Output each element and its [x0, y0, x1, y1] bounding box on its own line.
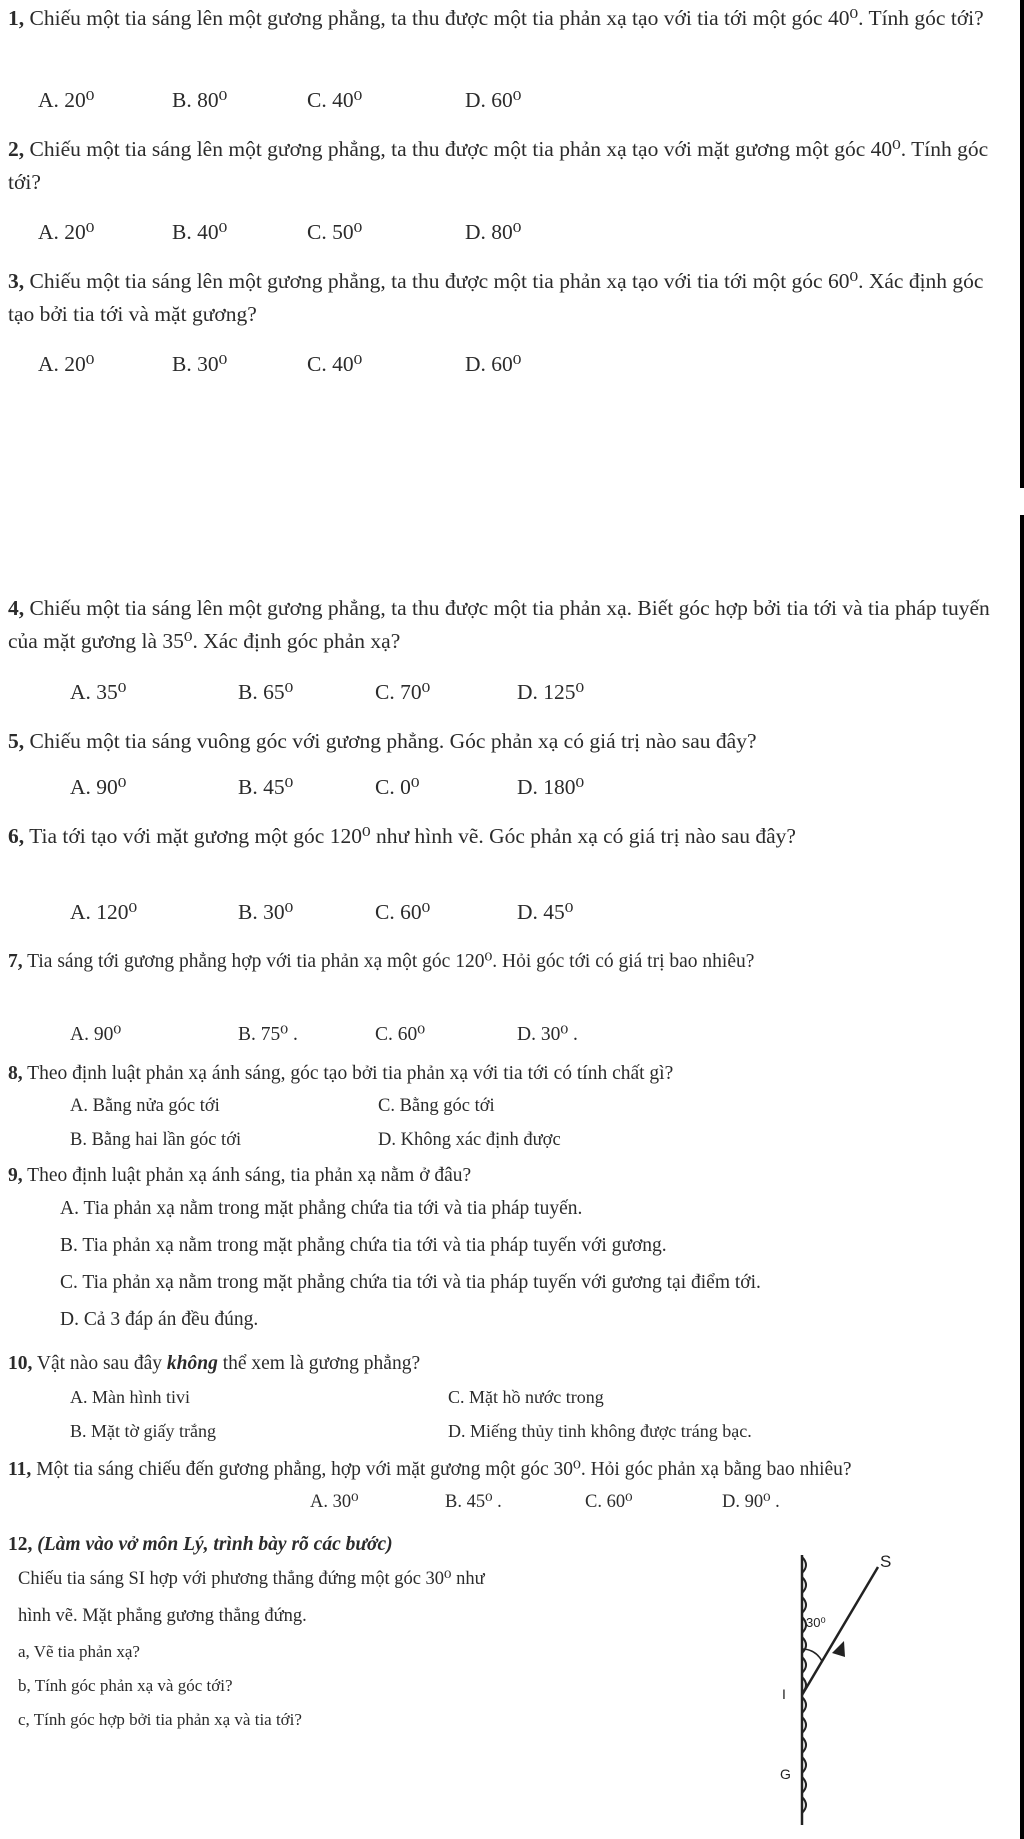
option-b: B. 45⁰: [238, 775, 294, 799]
label-i: I: [782, 1686, 786, 1702]
option-a: A. Màn hình tivi: [70, 1387, 190, 1407]
option-a: A. 20⁰: [38, 220, 95, 244]
option-d: D. Miếng thủy tinh không được tráng bạc.: [448, 1421, 752, 1441]
option-d: D. 60⁰: [465, 352, 522, 376]
question-text: Theo định luật phản xạ ánh sáng, tia phản xạ nằm ở đâu?: [27, 1165, 472, 1186]
sub-question-c: c, Tính góc hợp bởi tia phản xạ và tia tới?: [18, 1710, 302, 1729]
question-1: [8, 2, 1008, 35]
question-7: [8, 945, 1008, 978]
incident-ray: [802, 1567, 878, 1695]
option-a: A. 30⁰: [310, 1492, 359, 1512]
page-edge-bar-bottom: [1020, 515, 1024, 1839]
question-number: 3,: [8, 269, 25, 293]
angle-label: 30⁰: [806, 1615, 826, 1630]
option-d: D. Không xác định được: [378, 1130, 561, 1150]
option-b: B. 30⁰: [172, 352, 228, 376]
option-c: C. Mặt hồ nước trong: [448, 1387, 604, 1407]
question-text: Tia sáng tới gương phẳng hợp với tia phản xạ một góc 120⁰. Hỏi góc tới có giá trị bao nhiêu?: [27, 951, 755, 972]
option-a: A. Tia phản xạ nằm trong mặt phẳng chứa tia tới và tia pháp tuyến.: [60, 1198, 583, 1219]
option-b: B. Mặt tờ giấy trắng: [70, 1421, 216, 1441]
option-a: A. 20⁰: [38, 352, 95, 376]
question-number: 6,: [8, 824, 25, 848]
mirror-diagram: [760, 1545, 930, 1835]
option-b: B. 80⁰: [172, 88, 228, 112]
label-s: S: [880, 1552, 892, 1571]
option-c: C. 70⁰: [375, 680, 431, 704]
option-b: B. Tia phản xạ nằm trong mặt phẳng chứa tia tới và tia pháp tuyến với gương.: [60, 1235, 667, 1256]
question-8: [8, 1057, 1008, 1090]
question-text: Theo định luật phản xạ ánh sáng, góc tạo bởi tia phản xạ với tia tới có tính chất gì?: [27, 1063, 674, 1084]
question-number: 8,: [8, 1063, 23, 1084]
option-c: C. 0⁰: [375, 775, 420, 799]
option-c: C. 60⁰: [375, 900, 431, 924]
sub-question-a: a, Vẽ tia phản xạ?: [18, 1642, 140, 1661]
question-number: 5,: [8, 729, 25, 753]
question-text-end: thể xem là gương phẳng?: [222, 1353, 421, 1374]
question-6: [8, 820, 1008, 853]
question-text: Tia tới tạo với mặt gương một góc 120⁰ như hình vẽ. Góc phản xạ có giá trị nào sau đây?: [29, 824, 796, 848]
question-text: Chiếu một tia sáng lên một gương phẳng, ta thu được một tia phản xạ tạo với mặt gương một góc 40⁰. Tính góc tới?: [8, 137, 989, 194]
option-c: C. 60⁰: [585, 1492, 633, 1512]
label-g: G: [780, 1766, 791, 1782]
question-number: 12,: [8, 1534, 33, 1555]
question-4: [8, 592, 1008, 658]
option-b: B. 45⁰ .: [445, 1492, 502, 1512]
option-b: B. 65⁰: [238, 680, 294, 704]
option-a: A. 90⁰: [70, 1024, 122, 1045]
option-b: B. 30⁰: [238, 900, 294, 924]
option-d: D. 60⁰: [465, 88, 522, 112]
option-a: A. 35⁰: [70, 680, 127, 704]
option-a: A. Bằng nửa góc tới: [70, 1096, 220, 1116]
problem-line: Chiếu tia sáng SI hợp với phương thẳng đứng một góc 30⁰ như: [18, 1569, 485, 1589]
option-d: D. Cả 3 đáp án đều đúng.: [60, 1309, 259, 1330]
question-number: 11,: [8, 1459, 32, 1480]
option-c: C. 50⁰: [307, 220, 363, 244]
option-c: C. 40⁰: [307, 88, 363, 112]
emphasis-text: không: [166, 1353, 218, 1374]
option-d: D. 180⁰: [517, 775, 585, 799]
option-c: C. 40⁰: [307, 352, 363, 376]
question-text: Chiếu một tia sáng lên một gương phẳng, ta thu được một tia phản xạ tạo với tia tới một góc 60⁰. Xác định góc tạo bởi tia tới và mặt gương?: [8, 269, 984, 326]
question-9: [8, 1159, 1008, 1192]
question-text: Một tia sáng chiếu đến gương phẳng, hợp với mặt gương một góc 30⁰. Hỏi góc phản xạ bằng bao nhiêu?: [36, 1459, 852, 1480]
instruction-text: (Làm vào vở môn Lý, trình bày rõ các bước): [37, 1534, 393, 1555]
option-b: B. Bằng hai lần góc tới: [70, 1130, 242, 1150]
option-d: D. 90⁰ .: [722, 1492, 780, 1512]
question-11: [8, 1452, 868, 1488]
option-a: A. 20⁰: [38, 88, 95, 112]
option-b: B. 75⁰ .: [238, 1024, 298, 1045]
question-text: Chiếu một tia sáng lên một gương phẳng, ta thu được một tia phản xạ. Biết góc hợp bởi tia tới và tia pháp tuyến của mặt gương là 35⁰. Xác định góc phản xạ?: [8, 596, 990, 653]
option-d: D. 125⁰: [517, 680, 585, 704]
option-d: D. 30⁰ .: [517, 1024, 578, 1045]
option-d: D. 45⁰: [517, 900, 574, 924]
option-a: A. 90⁰: [70, 775, 127, 799]
option-a: A. 120⁰: [70, 900, 138, 924]
question-number: 2,: [8, 137, 25, 161]
question-number: 7,: [8, 951, 23, 972]
option-d: D. 80⁰: [465, 220, 522, 244]
sub-question-b: b, Tính góc phản xạ và góc tới?: [18, 1676, 233, 1695]
option-c: C. 60⁰: [375, 1024, 426, 1045]
page-edge-bar-top: [1020, 0, 1024, 488]
question-text: Vật nào sau đây: [36, 1353, 162, 1374]
problem-line: hình vẽ. Mặt phẳng gương thẳng đứng.: [18, 1606, 307, 1626]
question-3: [8, 265, 1008, 331]
question-5: [8, 725, 1008, 758]
question-text: Chiếu một tia sáng vuông góc với gương phẳng. Góc phản xạ có giá trị nào sau đây?: [29, 729, 757, 753]
option-c: C. Tia phản xạ nằm trong mặt phẳng chứa tia tới và tia pháp tuyến với gương tại điểm tới.: [60, 1272, 761, 1293]
question-2: [8, 133, 1008, 199]
question-number: 10,: [8, 1353, 33, 1374]
question-number: 1,: [8, 6, 25, 30]
question-10: [8, 1347, 1008, 1380]
question-number: 4,: [8, 596, 25, 620]
option-b: B. 40⁰: [172, 220, 228, 244]
question-number: 9,: [8, 1165, 23, 1186]
question-text: Chiếu một tia sáng lên một gương phẳng, ta thu được một tia phản xạ tạo với tia tới một góc 40⁰. Tính góc tới?: [29, 6, 984, 30]
option-c: C. Bằng góc tới: [378, 1096, 495, 1116]
